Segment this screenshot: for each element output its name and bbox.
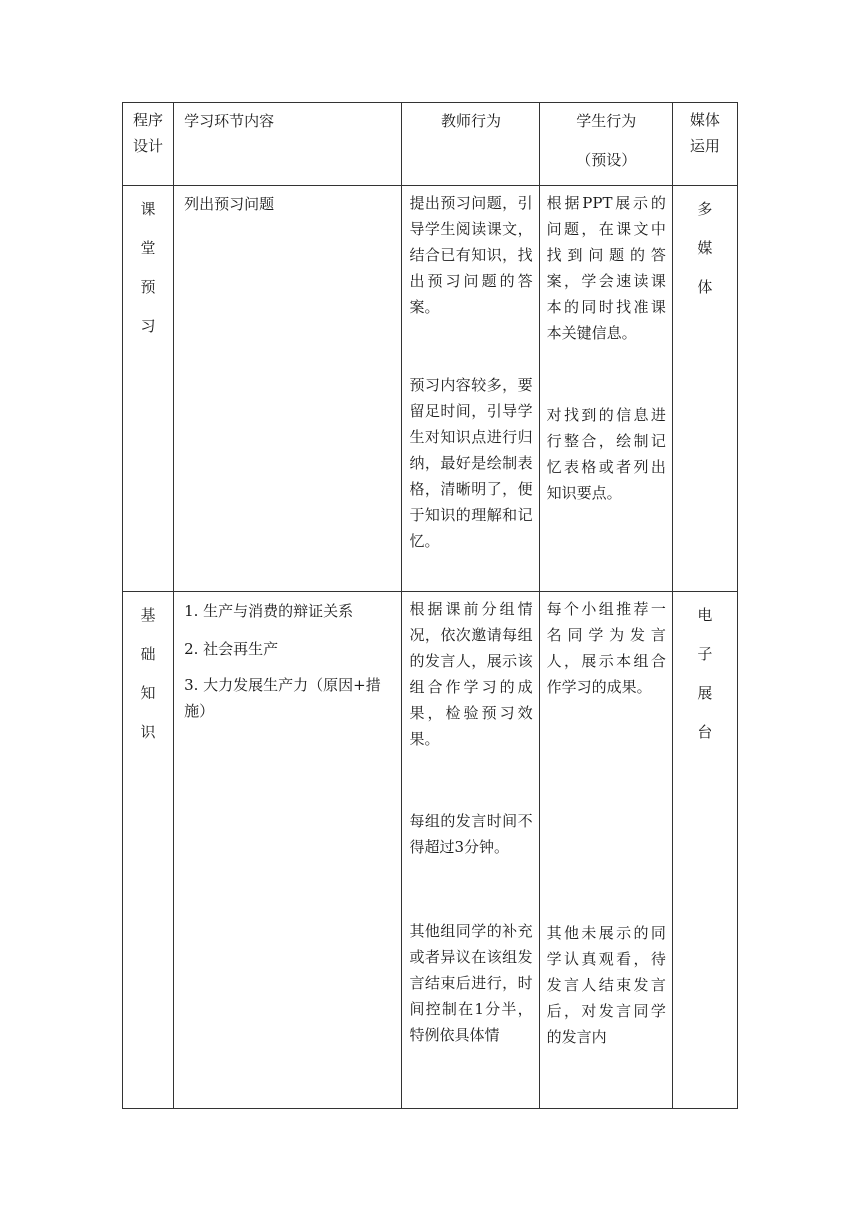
media-char: 电 [697, 606, 713, 624]
student-paragraph: 其他未展示的同学认真观看，待发言人结束发言后，对发言同学的发言内 [546, 924, 666, 1046]
header-text: 学生行为 [576, 112, 637, 130]
student-cell [539, 186, 672, 592]
teacher-cell [402, 186, 539, 592]
stage-char: 基 [140, 606, 156, 624]
teacher-cell [402, 592, 539, 1109]
media-char: 台 [697, 723, 713, 741]
stage-char: 课 [140, 200, 156, 218]
media-char: 多 [697, 200, 713, 218]
header-text: 设计 [133, 137, 164, 155]
stage-cell [123, 592, 174, 1109]
student-cell [539, 592, 672, 1109]
stage-char: 堂 [140, 239, 156, 257]
student-paragraph: 对找到的信息进行整合，绘制记忆表格或者列出知识要点。 [546, 406, 666, 502]
teacher-paragraph: 其他组同学的补充或者异议在该组发言结束后进行，时间控制在1分半，特例依具体情 [409, 922, 533, 1044]
header-text: （预设） [576, 151, 637, 169]
student-paragraph: 每个小组推荐一名同学为发言人，展示本组合作学习的成果。 [546, 600, 666, 696]
media-cell [672, 186, 737, 592]
header-text: 学习环节内容 [184, 112, 275, 130]
media-cell [672, 592, 737, 1109]
stage-cell [123, 186, 174, 592]
media-char: 子 [697, 645, 713, 663]
header-media-use [672, 103, 737, 186]
media-char: 体 [697, 278, 713, 296]
content-item: 3. 大力发展生产力（原因+措施） [184, 676, 381, 720]
table-row [123, 592, 738, 1109]
header-text: 程序 [133, 111, 164, 129]
table-header-row [123, 103, 738, 186]
content-cell [174, 592, 402, 1109]
teacher-paragraph: 预习内容较多，要留足时间，引导学生对知识点进行归纳，最好是绘制表格，清晰明了，便于知识的理解和记忆。 [409, 376, 533, 550]
header-teacher-behavior [402, 103, 539, 186]
header-text: 教师行为 [441, 112, 502, 130]
lesson-plan-table [122, 102, 738, 1109]
header-student-behavior [539, 103, 672, 186]
stage-char: 识 [140, 723, 156, 741]
content-item: 2. 社会再生产 [184, 640, 279, 658]
teacher-paragraph: 提出预习问题，引导学生阅读课文，结合已有知识，找出预习问题的答案。 [409, 194, 533, 316]
stage-char: 础 [140, 645, 156, 663]
header-learning-content [174, 103, 402, 186]
header-text: 媒体 [689, 111, 720, 129]
stage-char: 预 [140, 278, 156, 296]
content-cell [174, 186, 402, 592]
stage-char: 习 [140, 317, 156, 335]
content-item: 列出预习问题 [184, 195, 275, 213]
header-text: 运用 [689, 137, 720, 155]
stage-char: 知 [140, 684, 156, 702]
content-item: 1. 生产与消费的辩证关系 [184, 602, 354, 620]
teacher-paragraph: 根据课前分组情况，依次邀请每组的发言人，展示该组合作学习的成果，检验预习效果。 [409, 600, 533, 748]
teacher-paragraph: 每组的发言时间不得超过3分钟。 [409, 812, 533, 856]
media-char: 展 [697, 684, 713, 702]
media-char: 媒 [697, 239, 713, 257]
header-program-design [123, 103, 174, 186]
table-row [123, 186, 738, 592]
student-paragraph: 根据PPT展示的问题，在课文中找到问题的答案，学会速读课本的同时找准课本关键信息。 [546, 194, 666, 342]
